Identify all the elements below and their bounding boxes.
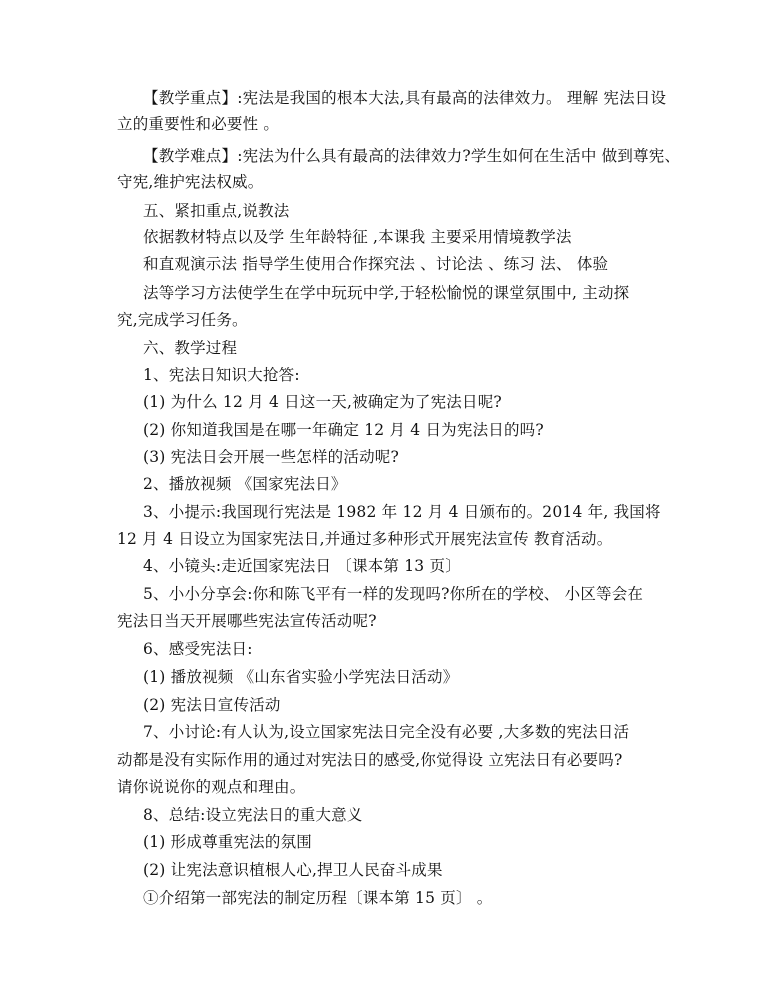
- text-line: 立的重要性和必要性 。: [117, 115, 280, 133]
- list-item: 2、播放视频 《国家宪法日》: [143, 475, 347, 493]
- list-item: 8、总结:设立宪法日的重大意义: [143, 806, 363, 824]
- text-line: 【教学难点】:宪法为什么具有最高的法律效力?学生如何在生活中 做到尊宪、: [143, 147, 681, 165]
- text-line: 12 月 4 日设立为国家宪法日,并通过多种形式开展宪法宣传 教育活动。: [117, 530, 613, 548]
- text-line: 法等学习方法使学生在学中玩玩中学,于轻松愉悦的课堂氛围中, 主动探: [143, 284, 630, 302]
- list-item: (2) 宪法日宣传活动: [143, 696, 281, 714]
- list-item: (2) 让宪法意识植根人心,捍卫人民奋斗成果: [143, 861, 443, 879]
- text-line: 请你说说你的观点和理由。: [117, 778, 306, 796]
- text-line: 依据教材特点以及学 生年龄特征 ,本课我 主要采用情境教学法: [143, 228, 572, 246]
- list-item: (3) 宪法日会开展一些怎样的活动呢?: [143, 448, 399, 466]
- text-line: 守宪,维护宪法权威。: [117, 173, 264, 191]
- section-heading: 五、紧扣重点,说教法: [143, 202, 290, 220]
- text-line: 动都是没有实际作用的通过对宪法日的感受,你觉得设 立宪法日有必要吗?: [117, 751, 623, 769]
- list-item: (2) 你知道我国是在哪一年确定 12 月 4 日为宪法日的吗?: [143, 421, 544, 439]
- text-line: 【教学重点】:宪法是我国的根本大法,具有最高的法律效力。 理解 宪法日设: [143, 89, 667, 107]
- list-item: (1) 形成尊重宪法的氛围: [143, 833, 312, 851]
- text-line: 宪法日当天开展哪些宪法宣传活动呢?: [117, 612, 377, 630]
- section-heading: 六、教学过程: [143, 339, 238, 357]
- list-item: 7、小讨论:有人认为,设立国家宪法日完全没有必要 ,大多数的宪法日活: [143, 723, 630, 741]
- list-item: (1) 为什么 12 月 4 日这一天,被确定为了宪法日呢?: [143, 393, 502, 411]
- list-item: 5、小小分享会:你和陈飞平有一样的发现吗?你所在的学校、 小区等会在: [143, 585, 644, 603]
- list-item: 1、宪法日知识大抢答:: [143, 366, 300, 384]
- list-item: 3、小提示:我国现行宪法是 1982 年 12 月 4 日颁布的。2014 年, 我国将: [143, 503, 661, 521]
- list-item: (1) 播放视频 《山东省实验小学宪法日活动》: [143, 668, 459, 686]
- text-line: 和直观演示法 指导学生使用合作探究法 、讨论法 、练习 法、 体验: [143, 255, 609, 273]
- list-item: ①介绍第一部宪法的制定历程〔课本第 15 页〕 。: [143, 889, 493, 907]
- text-line: 究,完成学习任务。: [117, 311, 248, 329]
- list-item: 6、感受宪法日:: [143, 640, 253, 658]
- list-item: 4、小镜头:走近国家宪法日 〔课本第 13 页〕: [143, 557, 461, 575]
